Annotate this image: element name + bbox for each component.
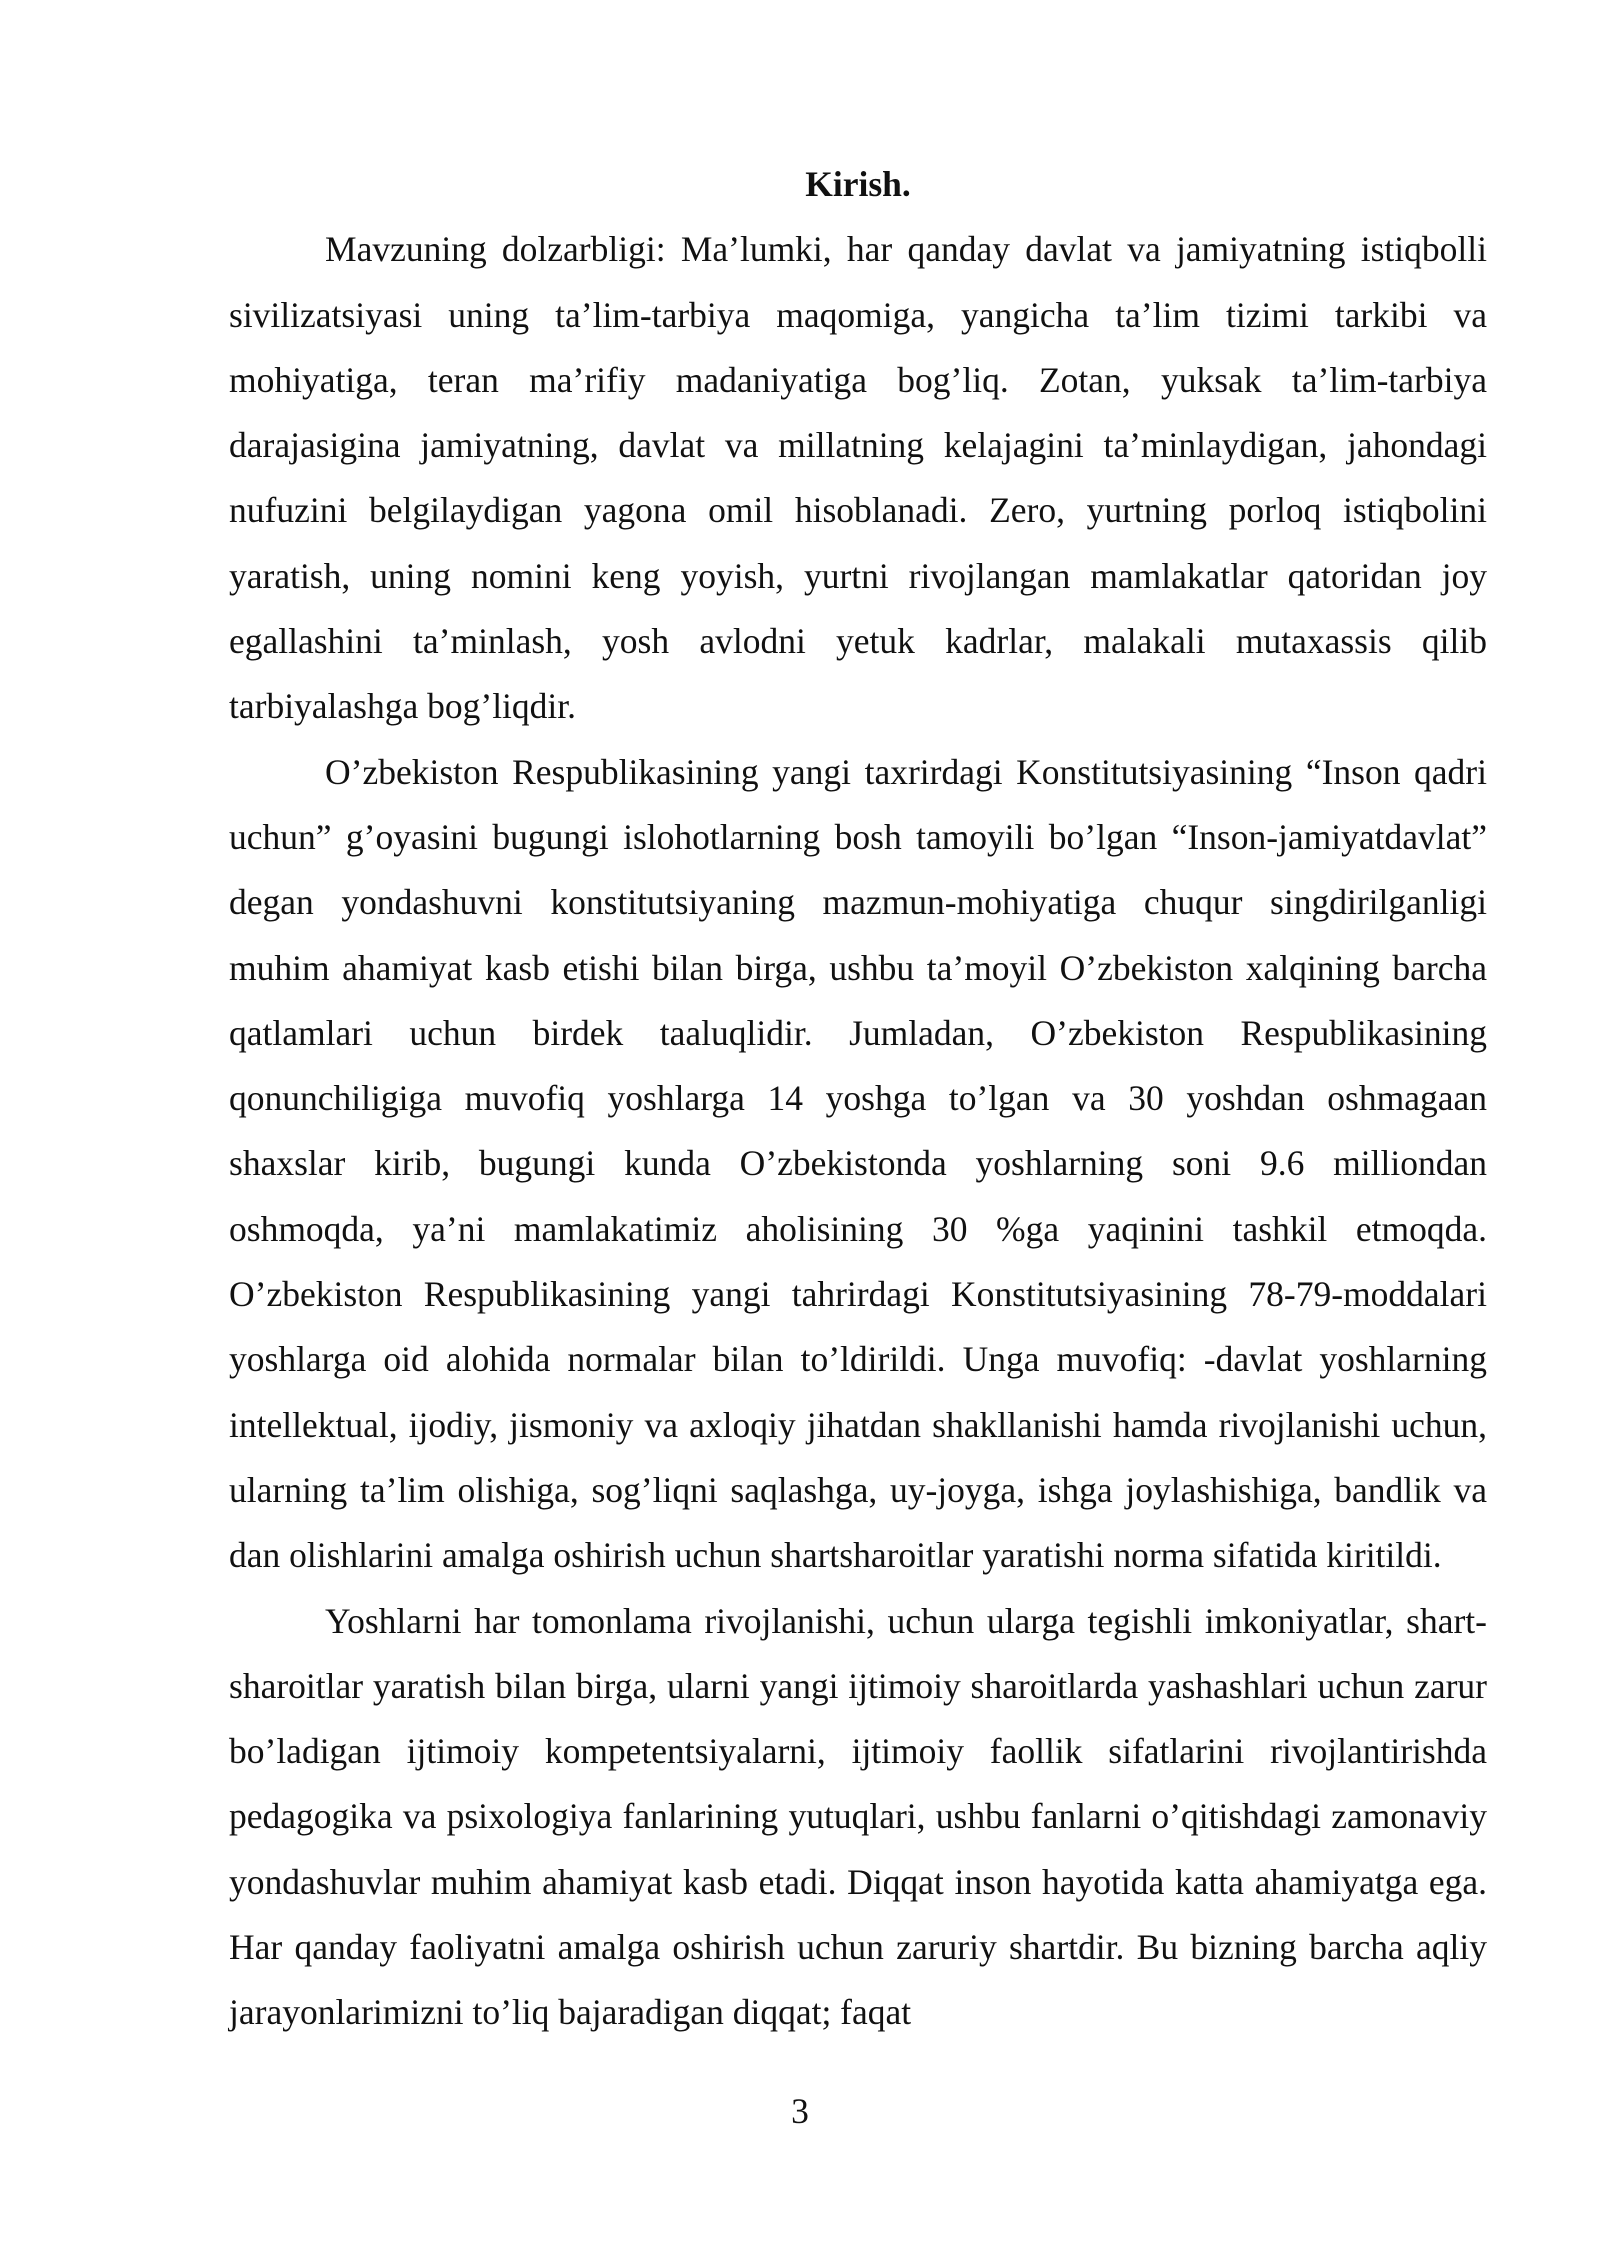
paragraph-youth-development: Yoshlarni har tomonlama rivojlanishi, uchun ularga tegishli imkoniyatlar, shart-sharoitlar yaratish bilan birga, ularni yangi ijtimoiy sharoitlarda yashashlari uchun zarur bo’ladigan ijtimoiy kompetentsiyalarni, ijtimoiy faollik sifatlarini rivojlantirishda pedagogika va psixologiya fanlarining yutuqlari, ushbu fanlarni o’qitishdagi zamonaviy yondashuvlar muhim ahamiyat kasb etadi. Diqqat inson hayotida katta ahamiyatga ega. Har qanday faoliyatni amalga oshirish uchun zaruriy shartdir. Bu bizning barcha aqliy jarayonlarimizni to’liq bajaradigan diqqat; faqat [229,1600,1487,2033]
section-title: Kirish. [805,164,911,204]
page-content [229,152,1487,2046]
paragraph-relevance: Mavzuning dolzarbligi: Ma’lumki, har qanday davlat va jamiyatning istiqbolli sivilizatsiyasi uning ta’lim-tarbiya maqomiga, yangicha ta’lim tizimi tarkibi va mohiyatiga, teran ma’rifiy madaniyatiga bog’liq. Zotan, yuksak ta’lim-tarbiya darajasigina jamiyatning, davlat va millatning kelajagini ta’minlaydigan, jahondagi nufuzini belgilaydigan yagona omil hisoblanadi. Zero, yurtning porloq istiqbolini yaratish, uning nomini keng yoyish, yurtni rivojlangan mamlakatlar qatoridan joy egallashini ta’minlash, yosh avlodni yetuk kadrlar, malakali mutaxassis qilib tarbiyalashga bog’liqdir. [229,229,1487,727]
paragraph-constitution: O’zbekiston Respublikasining yangi taxrirdagi Konstitutsiyasining “Inson qadri uchun” g’oyasini bugungi islohotlarning bosh tamoyili bo’lgan “Inson-jamiyatdavlat” degan yondashuvni konstitutsiyaning mazmun-mohiyatiga chuqur singdirilganligi muhim ahamiyat kasb etishi bilan birga, ushbu ta’moyil O’zbekiston xalqining barcha qatlamlari uchun birdek taaluqlidir. Jumladan, O’zbekiston Respublikasining qonunchiligiga muvofiq yoshlarga 14 yoshga to’lgan va 30 yoshdan oshmagaan shaxslar kirib, bugungi kunda O’zbekistonda yoshlarning soni 9.6 milliondan oshmoqda, ya’ni mamlakatimiz aholisining 30 %ga yaqinini tashkil etmoqda. O’zbekiston Respublikasining yangi tahrirdagi Konstitutsiyasining 78-79-moddalari yoshlarga oid alohida normalar bilan to’ldirildi. Unga muvofiq: -davlat yoshlarning intellektual, ijodiy, jismoniy va axloqiy jihatdan shakllanishi hamda rivojlanishi uchun, ularning ta’lim olishiga, sog’liqni saqlashga, uy-joyga, ishga joylashishiga, bandlik va dan olishlarini amalga oshirish uchun shartsharoitlar yaratishi norma sifatida kiritildi. [229,751,1487,1576]
page-number: 3 [791,2091,809,2131]
